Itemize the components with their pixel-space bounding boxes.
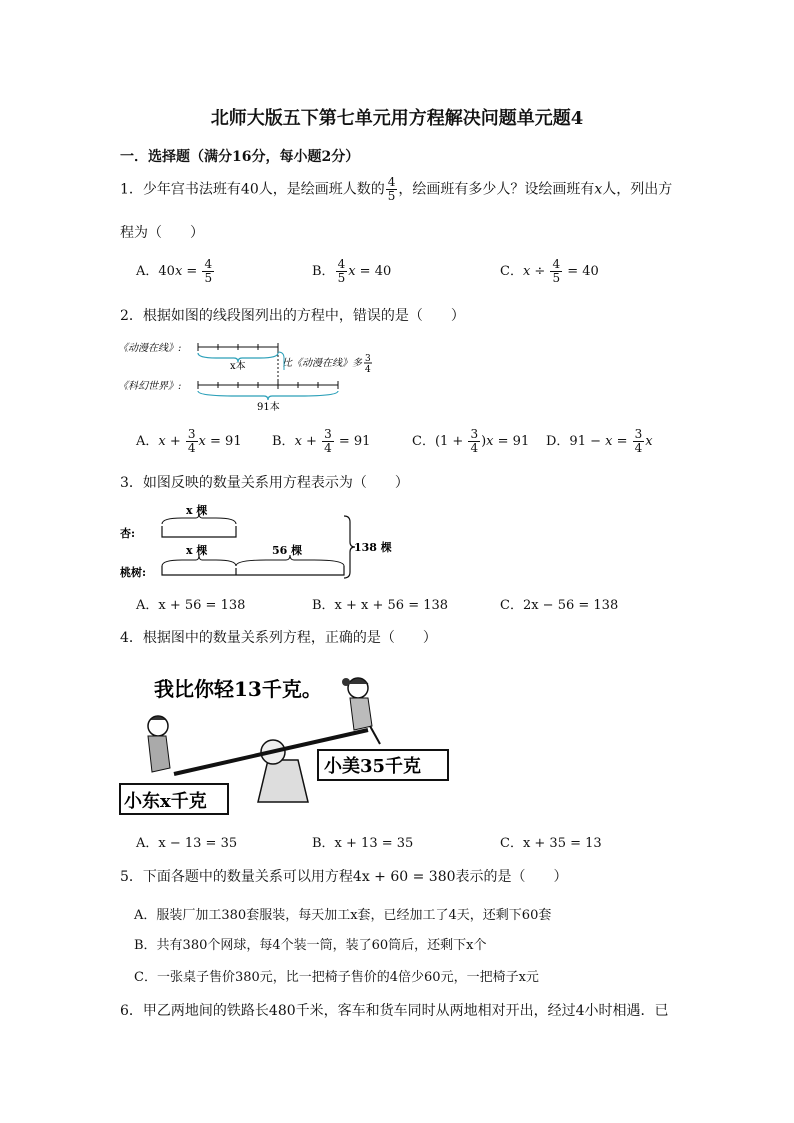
q1-text-c: 人，列出方 (602, 181, 673, 198)
question-1 (120, 176, 672, 203)
q2-compare-frac-den: 4 (365, 365, 371, 375)
q1-text-d: 程为（ ） (120, 225, 204, 241)
q4-option-a[interactable]: A．x − 13 = 35 (136, 836, 238, 851)
q4-girl-label: 小美35千克 (324, 756, 422, 777)
q4-option-c[interactable]: C．x + 35 = 13 (500, 836, 602, 851)
q3-segment-diagram (116, 504, 406, 584)
q1-option-c[interactable]: C．x ÷ $\frac{4}{5}$ = 40 (500, 257, 599, 285)
q1-option-b[interactable]: B． $\frac{4}{5}$ x = 40 (312, 257, 392, 285)
q3-option-a[interactable]: A．x + 56 = 138 (136, 598, 246, 613)
q3-row1-label: 杏: (120, 527, 136, 540)
q3-option-c[interactable]: C．2x − 56 = 138 (500, 598, 619, 613)
q3-option-b[interactable]: B．x + x + 56 = 138 (312, 598, 449, 613)
q5-option-c[interactable]: C．一张桌子售价380元，比一把椅子售价的4倍少60元，一把椅子x元 (134, 970, 539, 985)
q2-option-c[interactable]: C．(1 + $\frac{3}{4}$ )x = 91 (412, 427, 530, 455)
q1-option-a[interactable]: A．40x = $\frac{4}{5}$ (136, 257, 213, 285)
q2-option-b[interactable]: B．x + $\frac{3}{4}$ = 91 (272, 427, 371, 455)
q3-row2-label: 桃树: (120, 566, 147, 579)
question-5: 5．下面各题中的数量关系可以用方程4x + 60 = 380表示的是（ ） (120, 869, 568, 885)
question-6: 6．甲乙两地间的铁路长480千米，客车和货车同时从两地相对开出，经过4小时相遇．已 (120, 1003, 669, 1019)
q1-text-a: 1．少年宫书法班有40人，是绘画班人数的 (120, 181, 385, 198)
q5-option-a[interactable]: A．服装厂加工380套服装，每天加工x套，已经加工了4天，还剩下60套 (134, 908, 552, 923)
q2-segment-diagram (116, 336, 376, 414)
q2-compare-frac-num: 3 (365, 354, 371, 364)
q2-row2-label: 《科幻世界》: (118, 381, 182, 392)
q1-text-b: ，绘画班有多少人？设绘画班有 (398, 181, 595, 198)
q4-speech-text: 我比你轻13千克。 (154, 677, 322, 701)
q2-x-label: x本 (230, 361, 246, 372)
q2-total-label: 91本 (257, 402, 280, 413)
q1-fraction: $\frac{4}{5}$ (387, 175, 396, 203)
q3-x-label-2: x 棵 (186, 544, 208, 557)
section-heading: 一．选择题（满分16分，每小题2分） (120, 149, 360, 165)
q1-variable: x (594, 181, 603, 198)
question-2: 2．根据如图的线段图列出的方程中，错误的是（ ） (120, 308, 465, 324)
page-title: 北师大版五下第七单元用方程解决问题单元题4 (210, 108, 584, 129)
q2-option-d[interactable]: D．91 − x = $\frac{3}{4}$ x (546, 427, 653, 455)
q2-option-a[interactable]: A．x + $\frac{3}{4}$ x = 91 (136, 427, 242, 455)
question-4: 4．根据图中的数量关系列方程，正确的是（ ） (120, 630, 437, 646)
q4-option-b[interactable]: B．x + 13 = 35 (312, 836, 414, 851)
q4-seesaw-illustration (118, 664, 452, 816)
q2-compare-label: 比《动漫在线》多 (282, 358, 362, 369)
question-3: 3．如图反映的数量关系用方程表示为（ ） (120, 475, 409, 491)
q5-option-b[interactable]: B．共有380个网球，每4个装一筒，装了60筒后，还剩下x个 (134, 938, 487, 953)
q3-extra-label: 56 棵 (272, 544, 303, 557)
q2-row1-label: 《动漫在线》: (118, 343, 182, 354)
q3-total-label: 138 棵 (354, 541, 392, 554)
q3-x-label-1: x 棵 (186, 504, 208, 517)
q4-boy-label: 小东x千克 (124, 791, 207, 812)
